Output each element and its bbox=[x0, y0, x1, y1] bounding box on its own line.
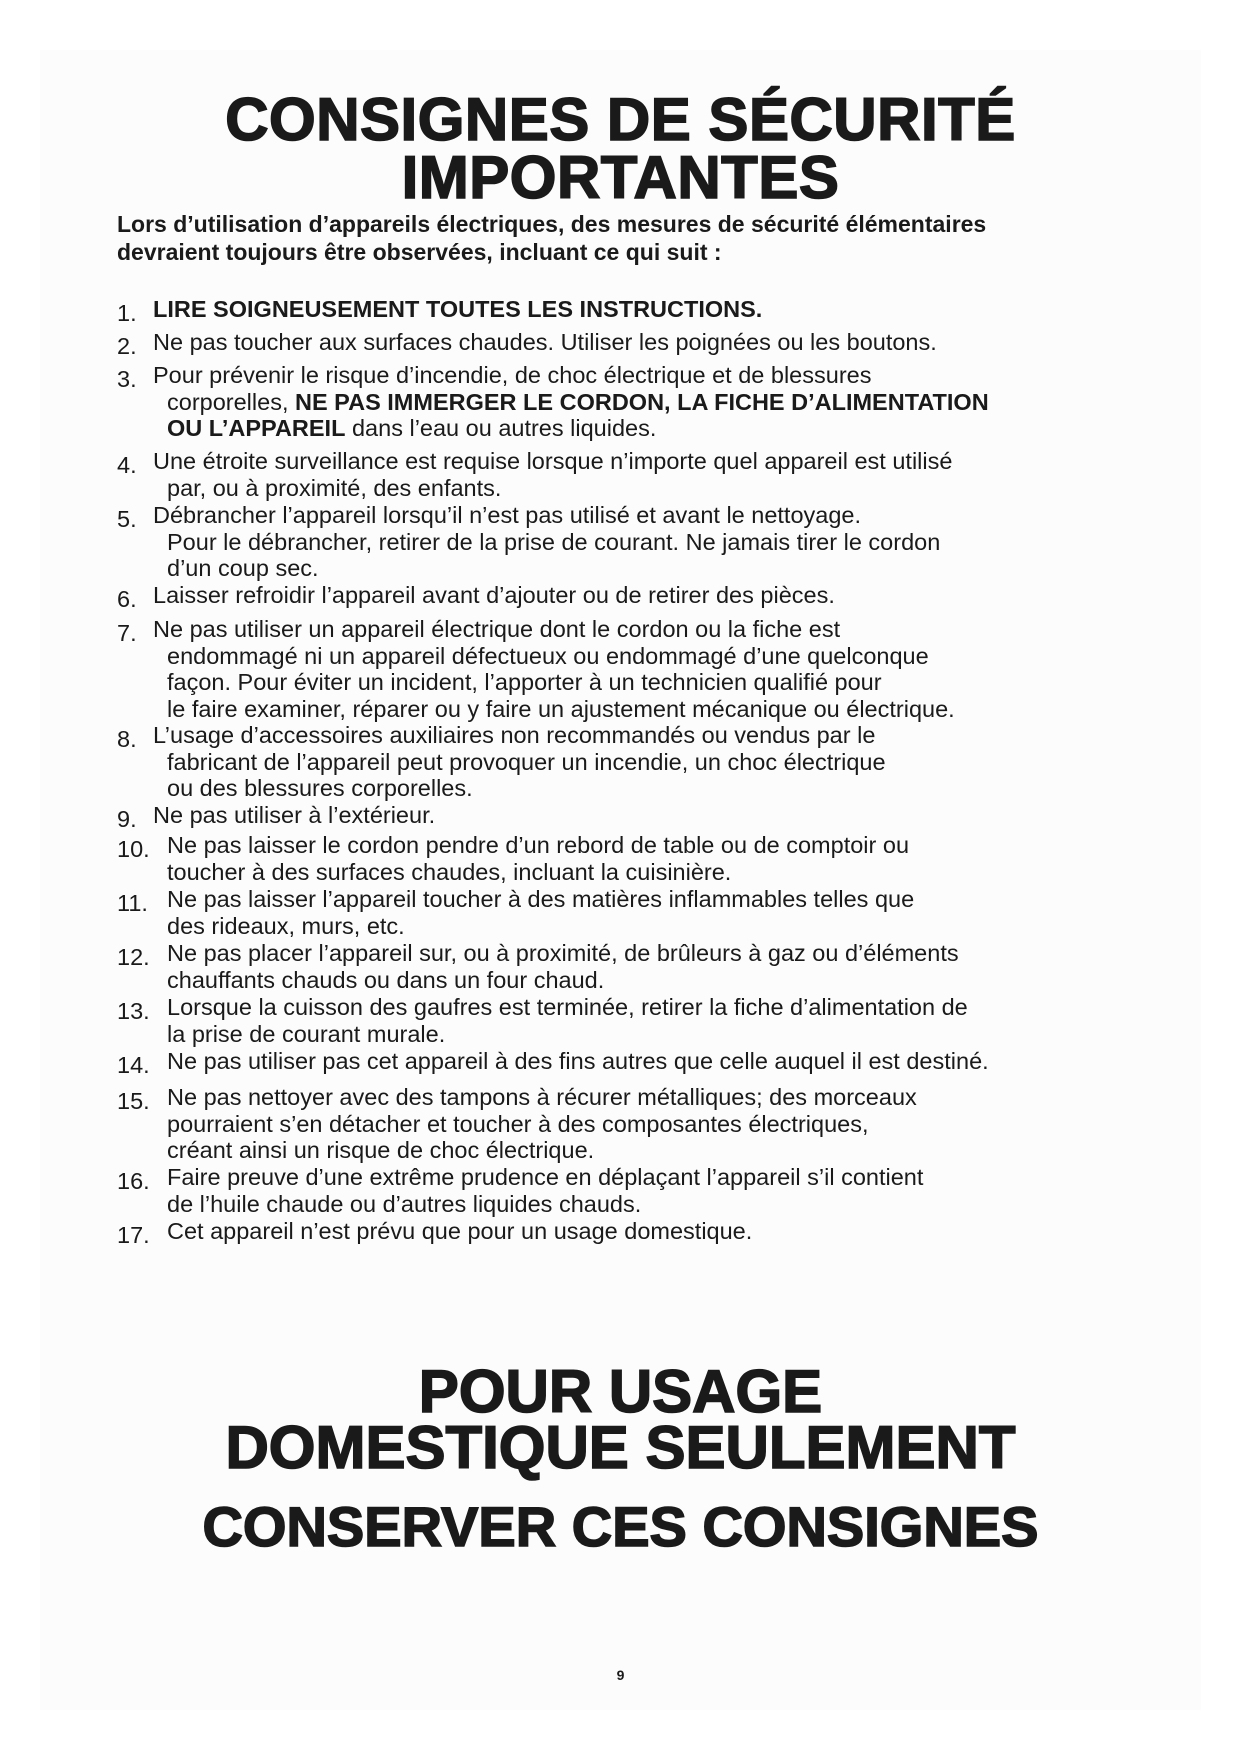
rule-number: 9. bbox=[117, 806, 137, 832]
rule-text-line bbox=[167, 967, 604, 994]
rule-text: L’usage d’accessoires auxiliaires non recommandés ou vendus par le bbox=[153, 722, 876, 748]
rule-number: 16. bbox=[117, 1168, 150, 1194]
rule-text-line bbox=[153, 616, 840, 643]
rule-text-line bbox=[167, 389, 989, 416]
rule-text: des rideaux, murs, etc. bbox=[167, 912, 405, 939]
rule-number: 15. bbox=[117, 1088, 150, 1114]
rule-text: Ne pas utiliser à l’extérieur. bbox=[153, 802, 436, 828]
rule-number: 5. bbox=[117, 506, 137, 532]
rule-number: 7. bbox=[117, 620, 137, 646]
rule-number: 4. bbox=[117, 452, 137, 478]
rule-text-line bbox=[153, 362, 871, 389]
rule-text: Ne pas laisser le cordon pendre d’un rebord de table ou de comptoir ou bbox=[167, 832, 910, 858]
rule-text: la prise de courant murale. bbox=[167, 1020, 446, 1047]
rule-text: Faire preuve d’une extrême prudence en déplaçant l’appareil s’il contient bbox=[167, 1164, 924, 1190]
rule-text: Une étroite surveillance est requise lorsque n’importe quel appareil est utilisé bbox=[153, 448, 953, 474]
rule-text-line bbox=[167, 415, 656, 442]
rule-text-line bbox=[167, 913, 405, 940]
rule-text-line bbox=[167, 1084, 917, 1111]
rule-text-bold: NE PAS IMMERGER LE CORDON, LA FICHE D’ALIMENTATION bbox=[295, 388, 989, 415]
rule-text: fabricant de l’appareil peut provoquer un incendie, un choc électrique bbox=[167, 748, 886, 775]
rule-text-line bbox=[167, 886, 914, 913]
footer-heading-line-3: CONSERVER CES CONSIGNES bbox=[202, 1495, 1039, 1558]
rule-text: Pour prévenir le risque d’incendie, de choc électrique et de blessures bbox=[153, 362, 872, 388]
rule-text: ou des blessures corporelles. bbox=[167, 775, 473, 801]
rule-text-line bbox=[167, 555, 319, 582]
rule-text-line bbox=[167, 940, 959, 967]
rule-text-line bbox=[153, 296, 762, 323]
rule-text: Cet appareil n’est prévu que pour un usage domestique. bbox=[167, 1218, 753, 1244]
rule-text: d’un coup sec. bbox=[167, 555, 319, 581]
rule-text: dans l’eau ou autres liquides. bbox=[345, 415, 657, 441]
footer-heading-line-1: POUR USAGE bbox=[418, 1358, 823, 1425]
rule-text-line bbox=[153, 329, 937, 356]
rule-number: 8. bbox=[117, 726, 137, 752]
rule-text: Ne pas toucher aux surfaces chaudes. Utiliser les poignées ou les boutons. bbox=[153, 329, 937, 355]
rule-text: Lorsque la cuisson des gaufres est terminée, retirer la fiche d’alimentation de bbox=[167, 994, 968, 1020]
rule-text: le faire examiner, réparer ou y faire un ajustement mécanique ou électrique. bbox=[167, 695, 955, 722]
rule-text-line bbox=[167, 1218, 752, 1245]
rule-text: toucher à des surfaces chaudes, incluant la cuisinière. bbox=[167, 858, 732, 885]
page-title-line-1: CONSIGNES DE SÉCURITÉ bbox=[225, 86, 1016, 153]
rule-number: 12. bbox=[117, 944, 150, 970]
rule-text-line bbox=[167, 749, 886, 776]
rule-text-line bbox=[167, 832, 909, 859]
rule-number: 13. bbox=[117, 998, 150, 1024]
rule-text-line bbox=[153, 502, 861, 529]
rule-text: Ne pas utiliser un appareil électrique dont le cordon ou la fiche est bbox=[153, 616, 841, 642]
rule-text-line bbox=[167, 669, 882, 696]
page-title-line-2: IMPORTANTES bbox=[401, 144, 840, 211]
rule-text-bold: LIRE SOIGNEUSEMENT TOUTES LES INSTRUCTIONS. bbox=[153, 296, 763, 322]
rule-text: Pour le débrancher, retirer de la prise de courant. Ne jamais tirer le cordon bbox=[167, 528, 941, 555]
rule-text-line bbox=[167, 775, 473, 802]
rule-number: 14. bbox=[117, 1052, 150, 1078]
rule-text: Débrancher l’appareil lorsqu’il n’est pas utilisé et avant le nettoyage. bbox=[153, 502, 862, 528]
rule-text-line bbox=[167, 475, 501, 502]
rule-number: 17. bbox=[117, 1222, 150, 1248]
rule-text-line bbox=[167, 643, 929, 670]
rule-text: Ne pas laisser l’appareil toucher à des matières inflammables telles que bbox=[167, 886, 915, 912]
rule-number: 10. bbox=[117, 836, 150, 862]
intro-paragraph bbox=[117, 210, 1157, 266]
rule-text: façon. Pour éviter un incident, l’apporter à un technicien qualifié pour bbox=[167, 669, 882, 695]
rule-text-line bbox=[167, 1021, 445, 1048]
rule-text: Ne pas utiliser pas cet appareil à des fins autres que celle auquel il est destiné. bbox=[167, 1048, 989, 1074]
rule-text-line bbox=[153, 448, 952, 475]
rule-text-line bbox=[167, 994, 968, 1021]
rule-text-line bbox=[167, 1048, 989, 1075]
rule-text: endommagé ni un appareil défectueux ou endommagé d’une quelconque bbox=[167, 642, 929, 669]
rule-text: corporelles, bbox=[167, 388, 295, 415]
rule-text-line bbox=[167, 1137, 594, 1164]
rule-text-line bbox=[167, 1111, 869, 1138]
rule-number: 11. bbox=[117, 890, 148, 916]
rule-number: 1. bbox=[117, 300, 137, 326]
rule-number: 3. bbox=[117, 366, 137, 392]
rule-text: par, ou à proximité, des enfants. bbox=[167, 474, 502, 501]
rule-text: créant ainsi un risque de choc électrique. bbox=[167, 1137, 595, 1163]
rule-text-line bbox=[167, 529, 940, 556]
rule-number: 6. bbox=[117, 586, 137, 612]
rule-text-line bbox=[153, 722, 875, 749]
intro-line-1: Lors d’utilisation d’appareils électriques, des mesures de sécurité élémentaires bbox=[117, 211, 987, 237]
footer-heading-line-2: DOMESTIQUE SEULEMENT bbox=[225, 1414, 1016, 1481]
intro-line-2: devraient toujours être observées, incluant ce qui suit : bbox=[117, 239, 722, 265]
rule-text-line bbox=[167, 859, 731, 886]
rule-text: Ne pas nettoyer avec des tampons à récurer métalliques; des morceaux bbox=[167, 1084, 917, 1110]
rule-text-line bbox=[153, 582, 835, 609]
rule-text-line bbox=[167, 1164, 923, 1191]
rule-text-bold: OU L’APPAREIL bbox=[167, 415, 346, 441]
rule-text: de l’huile chaude ou d’autres liquides chauds. bbox=[167, 1190, 642, 1217]
rule-text: chauffants chauds ou dans un four chaud. bbox=[167, 966, 605, 993]
rule-number: 2. bbox=[117, 333, 137, 359]
rule-text-line bbox=[167, 1191, 641, 1218]
rule-text-line bbox=[167, 696, 955, 723]
rule-text: Ne pas placer l’appareil sur, ou à proximité, de brûleurs à gaz ou d’éléments bbox=[167, 940, 959, 966]
rule-text: Laisser refroidir l’appareil avant d’ajouter ou de retirer des pièces. bbox=[153, 582, 835, 608]
rule-text: pourraient s’en détacher et toucher à des composantes électriques, bbox=[167, 1110, 869, 1137]
page-number: 9 bbox=[616, 1667, 625, 1683]
rule-text-line bbox=[153, 802, 435, 829]
